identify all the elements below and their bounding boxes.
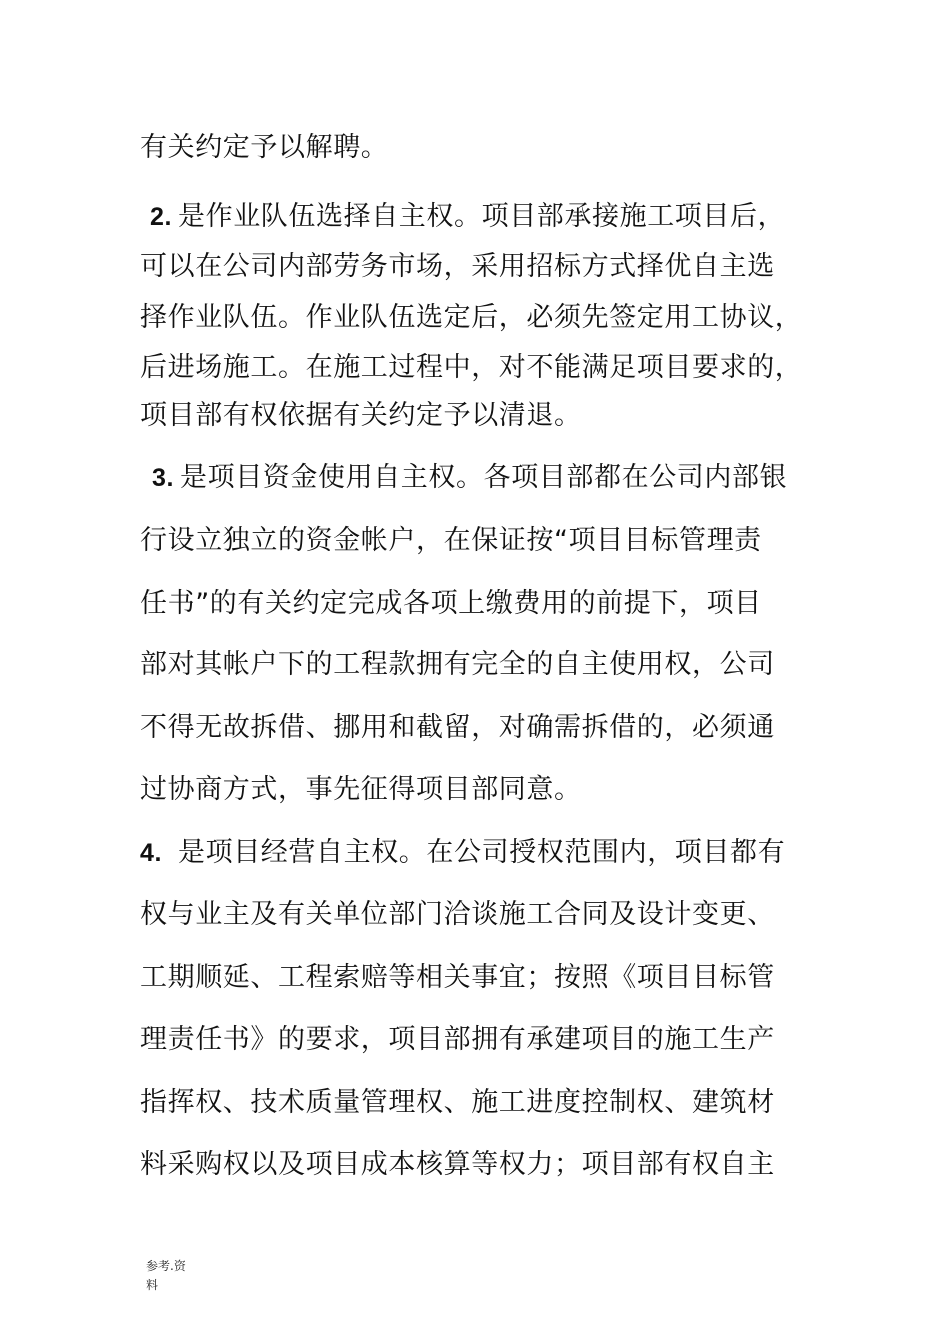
paragraph-line — [150, 199, 785, 235]
paragraph-line — [152, 460, 787, 496]
paragraph-line: 料采购权以及项目成本核算等权力；项目部有权自主 — [140, 1149, 775, 1180]
paragraph-number: 2. — [150, 203, 173, 231]
paragraph-text: 是项目经营自主权。在公司授权范围内，项目都有 — [178, 837, 786, 868]
paragraph-text: 是项目资金使用自主权。各项目部都在公司内部银 — [180, 462, 788, 493]
paragraph-line: 指挥权、技术质量管理权、施工进度控制权、建筑材 — [140, 1087, 775, 1118]
paragraph-line: 部对其帐户下的工程款拥有完全的自主使用权，公司 — [140, 649, 775, 680]
paragraph-line: 择作业队伍。作业队伍选定后，必须先签定用工协议， — [140, 302, 803, 333]
paragraph-line: 权与业主及有关单位部门洽谈施工合同及设计变更、 — [140, 899, 775, 930]
paragraph-line: 理责任书》的要求，项目部拥有承建项目的施工生产 — [140, 1024, 775, 1055]
paragraph-number: 3. — [152, 464, 175, 492]
paragraph-line: 任书”的有关约定完成各项上缴费用的前提下，项目 — [140, 588, 762, 619]
paragraph-line: 工期顺延、工程索赔等相关事宜；按照《项目目标管 — [140, 962, 775, 993]
paragraph-line — [140, 835, 785, 871]
paragraph-line: 有关约定予以解聘。 — [140, 132, 389, 163]
footer-text: 参考.资 — [146, 1259, 186, 1273]
footer-text: 料 — [146, 1278, 159, 1292]
paragraph-line: 可以在公司内部劳务市场，采用招标方式择优自主选 — [140, 251, 775, 282]
paragraph-number: 4. — [140, 839, 163, 867]
paragraph-line: 不得无故拆借、挪用和截留，对确需拆借的，必须通 — [140, 712, 775, 743]
paragraph-line: 过协商方式，事先征得项目部同意。 — [140, 774, 582, 805]
paragraph-line: 项目部有权依据有关约定予以清退。 — [140, 400, 582, 431]
paragraph-text: 是作业队伍选择自主权。项目部承接施工项目后， — [178, 201, 786, 232]
paragraph-line: 后进场施工。在施工过程中，对不能满足项目要求的， — [140, 352, 803, 383]
paragraph-line: 行设立独立的资金帐户，在保证按“项目目标管理责 — [140, 525, 762, 556]
